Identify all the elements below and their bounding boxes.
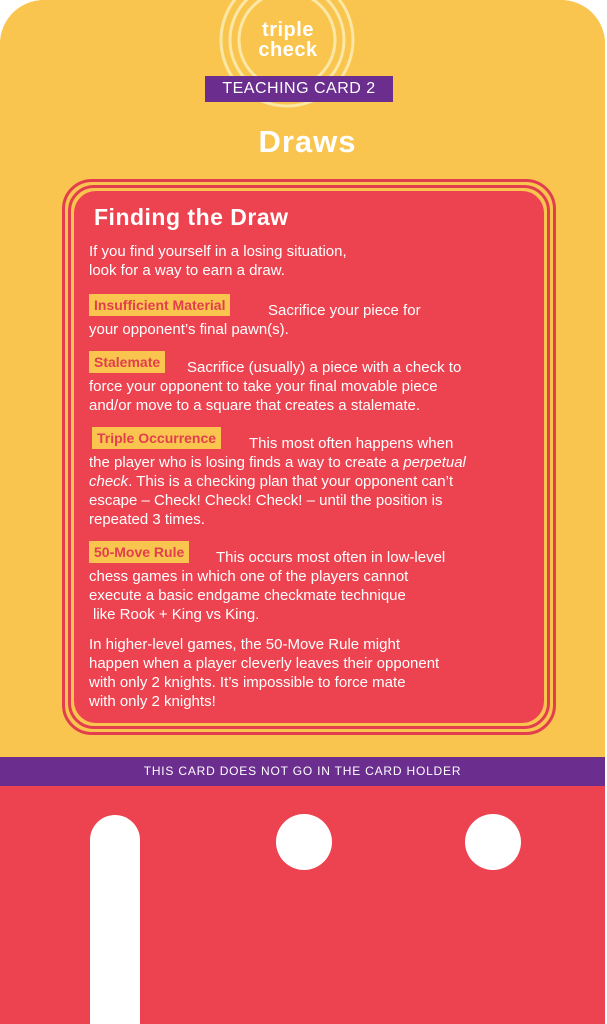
item-line: your opponent’s final pawn(s). <box>89 321 289 338</box>
item-line: force your opponent to take your final movable piece <box>89 378 438 395</box>
logo-line-1: triple <box>262 19 314 41</box>
item-line: Sacrifice (usually) a piece with a check to <box>187 359 462 376</box>
item-line: chess games in which one of the players cannot <box>89 568 409 585</box>
logo <box>243 20 333 60</box>
punch-hole-left <box>276 814 332 870</box>
card-slot-cutout <box>90 815 140 1024</box>
tag-insufficient-material: Insufficient Material <box>89 294 230 316</box>
item-line: check. This is a checking plan that your opponent can’t <box>89 473 454 490</box>
item-line: repeated 3 times. <box>89 511 205 528</box>
item-line: Sacrifice your piece for <box>268 302 421 319</box>
punch-hole-right <box>465 814 521 870</box>
tag-50-move-rule: 50-Move Rule <box>89 541 189 563</box>
logo-line-2: check <box>258 39 318 61</box>
item-line: This most often happens when <box>249 435 454 452</box>
tag-stalemate: Stalemate <box>89 351 165 373</box>
item-line: like Rook + King vs King. <box>93 606 260 623</box>
section-title: Finding the Draw <box>94 204 289 230</box>
item-line: execute a basic endgame checkmate technique <box>89 587 406 604</box>
page-title: Draws <box>258 124 357 159</box>
tag-triple-occurrence: Triple Occurrence <box>92 427 221 449</box>
intro-paragraph: If you find yourself in a losing situation, look for a way to earn a draw. <box>89 243 347 279</box>
item-line: and/or move to a square that creates a stalemate. <box>89 397 421 414</box>
item-line: escape – Check! Check! Check! – until the position is <box>89 492 443 509</box>
closing-paragraph: In higher-level games, the 50-Move Rule might happen when a player cleverly leaves their opponent with only 2 knights. It’s impossible to force mate with only 2 knights! <box>89 636 440 710</box>
item-line: This occurs most often in low-level <box>216 549 446 566</box>
footer-note: THIS CARD DOES NOT GO IN THE CARD HOLDER <box>0 757 605 786</box>
item-line: the player who is losing finds a way to create a perpetual <box>89 454 466 471</box>
card-number-badge: TEACHING CARD 2 <box>205 76 393 102</box>
